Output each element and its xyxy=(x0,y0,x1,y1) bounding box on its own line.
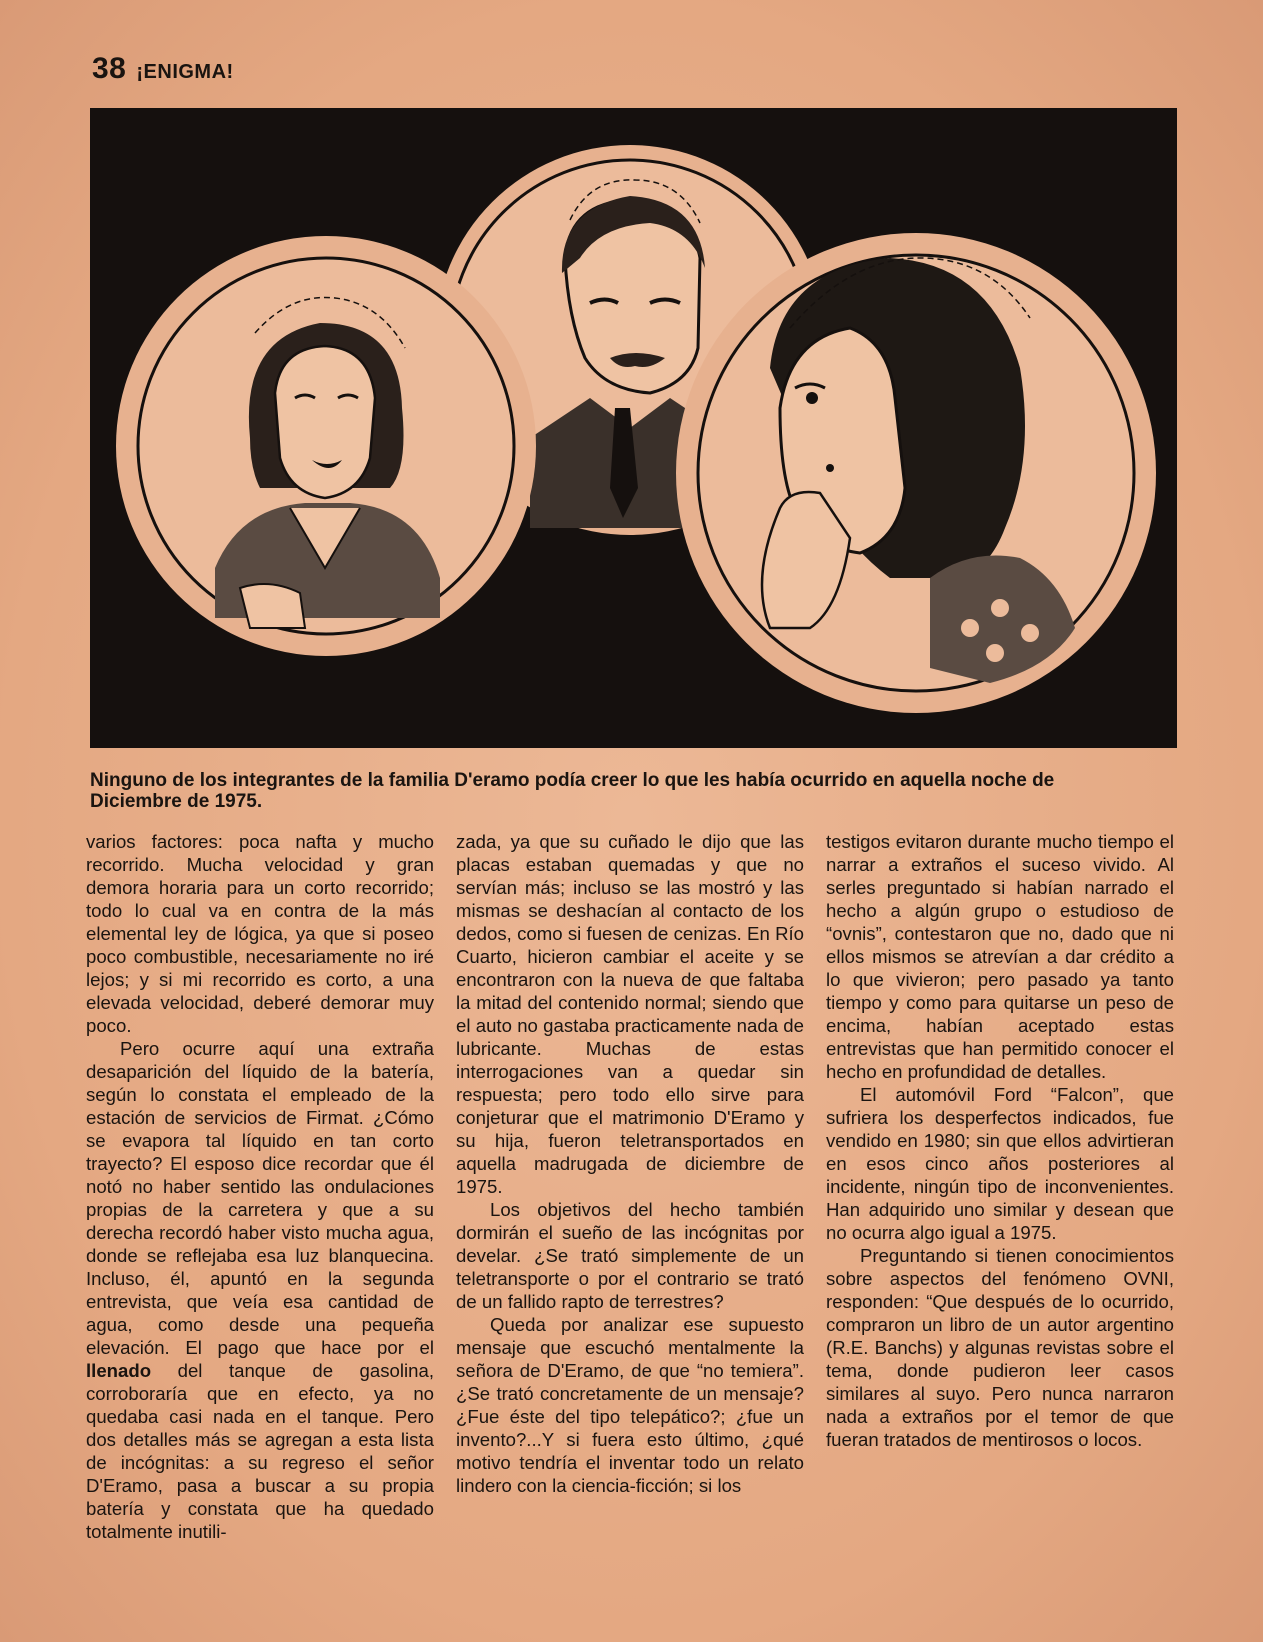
paragraph: Preguntando si tienen conocimientos sobre aspectos del fenómeno OVNI, responden: “Que después de lo ocurrido, compraron un libro de un autor argentino (R.E. Banchs) y algunas revistas sobre el tema, donde pudieron leer casos similares al suyo. Pero nunca narraron nada a extraños por el temor de que fueran tratados de mentirosos o locos. xyxy=(826,1245,1174,1450)
page-number: 38 xyxy=(92,52,127,85)
page-header xyxy=(92,52,234,86)
illustration-caption: Ninguno de los integrantes de la familia D'eramo podía creer lo que les había ocurrido en aquella noche de Diciembre de 1975. xyxy=(90,770,1055,812)
older-woman-portrait xyxy=(676,233,1156,713)
paragraph: El automóvil Ford “Falcon”, que sufriera los desperfectos indicados, fue vendido en 1980; sin que ellos advirtieran en esos cinco años posteriores al incidente, ningún tipo de inconvenientes. Han adquirido uno similar y desean que no ocurra algo igual a 1975. xyxy=(826,1084,1174,1243)
paragraph: Pero ocurre aquí una extraña desaparición del líquido de la batería, según lo constata el empleado de la estación de servicios de Firmat. ¿Cómo se evapora tal líquido en tan corto trayecto? El esposo dice recordar que él notó no haber sentido las ondulaciones propias de la carretera y que a su derecha recordó haber visto mucha agua, donde se reflejaba esa luz blanquecina. Incluso, él, apuntó en la segunda entrevista, que veía esa cantidad de agua, como desde una pequeña elevación. El pago que hace por el llenado del tanque de gasolina, corroboraría que en efecto, ya no quedaba casi nada en el tanque. Pero dos detalles más se agregan a esta lista de incógnitas: a su regreso el señor D'Eramo, pasa a buscar a su propia batería y constata que ha quedado totalmente inutili- xyxy=(86,1038,434,1542)
article-body xyxy=(86,830,1176,1590)
paragraph: zada, ya que su cuñado le dijo que las placas estaban quemadas y que no servían más; incluso se las mostró y las mismas se deshacían al contacto de los dedos, como si fuesen de cenizas. En Río Cuarto, hicieron cambiar el aceite y se encontraron con la nueva de que faltaba la mitad del contenido normal; siendo que el auto no gastaba practicamente nada de lubricante. Muchas de estas interrogaciones van a quedar sin respuesta; pero todo ello sirve para conjeturar que el matrimonio D'Eramo y su hija, fueron teletransportados en aquella madrugada de diciembre de 1975. xyxy=(456,831,804,1197)
paragraph: varios factores: poca nafta y mucho recorrido. Mucha velocidad y gran demora horaria para un corto recorrido; todo lo cual va en contra de la más elemental ley de lógica, ya que si poseo poco combustible, necesariamente no iré lejos; y si mi recorrido es corto, a una elevada velocidad, deberé demorar muy poco. xyxy=(86,831,434,1036)
article-column-1 xyxy=(86,830,434,1590)
bold-word: llenado xyxy=(86,1360,152,1381)
comic-illustration xyxy=(90,108,1177,748)
young-woman-portrait xyxy=(116,236,536,656)
article-column-2 xyxy=(456,830,804,1590)
paragraph: Queda por analizar ese supuesto mensaje que escuchó mentalmente la señora de D'Eramo, de que “no temiera”. ¿Se trató concretamente de un mensaje? ¿Fue éste del tipo telepático?; ¿fue un invento?...Y si fuera esto último, ¿qué motivo tendría el inventar todo un relato lindero con la ciencia-ficción; si los xyxy=(456,1314,804,1496)
paragraph: Los objetivos del hecho también dormirán el sueño de las incógnitas por develar. ¿Se trató simplemente de un teletransporte o por el contrario se trató de un fallido rapto de terrestres? xyxy=(456,1199,804,1312)
paragraph: testigos evitaron durante mucho tiempo el narrar a extraños el suceso vivido. Al serles preguntado si habían narrado el hecho a algún grupo o estudioso de “ovnis”, contestaron que no, dado que ni ellos mismos se atrevían a dar crédito a lo que vivieron; pero pasado ya tanto tiempo y como para quitarse un peso de encima, habían aceptado estas entrevistas que han permitido conocer el hecho en profundidad de detalles. xyxy=(826,831,1174,1082)
article-column-3 xyxy=(826,830,1174,1590)
magazine-title: ¡ENIGMA! xyxy=(136,61,234,83)
